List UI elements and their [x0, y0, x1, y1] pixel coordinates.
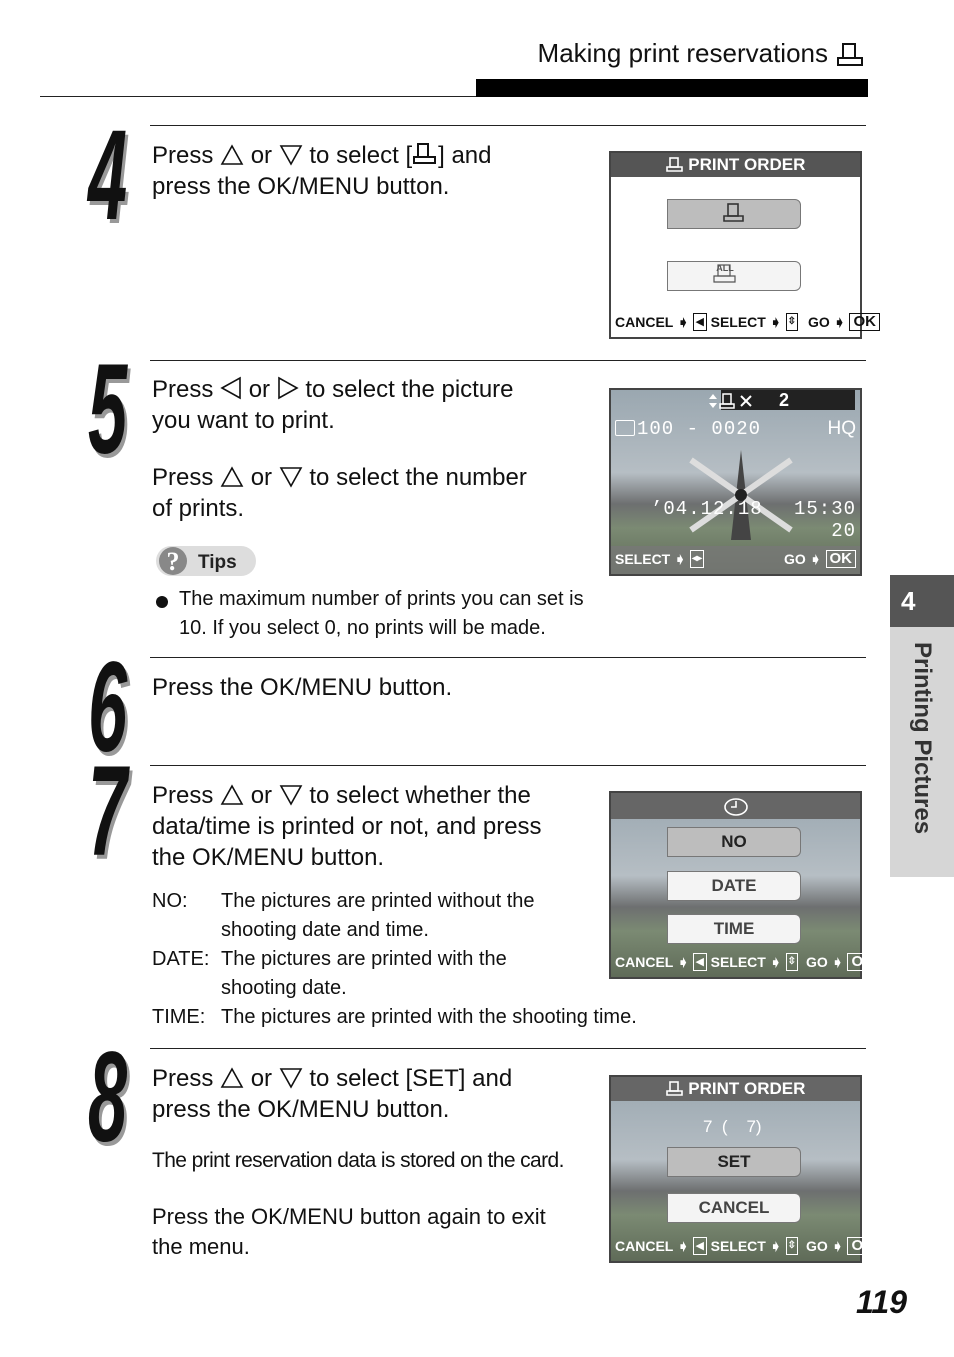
screen-title: PRINT ORDER [611, 1077, 860, 1101]
frame-number: 20 [831, 520, 856, 542]
step-rule [150, 125, 866, 126]
page-header-title: Making print reservations [537, 38, 828, 68]
step-number: 4 [88, 104, 125, 247]
screen-button-guide: SELECT ➧ ◂▸ GO ➧ OK [615, 548, 856, 570]
step-rule [150, 360, 866, 361]
down-arrow-icon [279, 144, 303, 166]
menu-option-time[interactable]: TIME [667, 914, 801, 944]
print-icon [723, 203, 745, 223]
step-number: 6 [88, 636, 125, 779]
menu-option-date[interactable]: DATE [667, 871, 801, 901]
tips-label: Tips [198, 552, 237, 573]
up-arrow-icon [220, 784, 244, 806]
step-rule [150, 1048, 866, 1049]
step-number: 7 [88, 740, 125, 883]
print-icon [836, 42, 866, 68]
memory-card-icon [615, 420, 635, 436]
down-arrow-icon [279, 466, 303, 488]
step-8-text: Press or to select [SET] and press the OK/MENU button. [152, 1065, 513, 1123]
windmill-image [671, 440, 811, 550]
print-count-icon [709, 392, 759, 410]
print-icon [412, 142, 438, 166]
left-arrow-icon [220, 376, 242, 400]
svg-text:?: ? [166, 547, 180, 576]
step-rule [150, 657, 866, 658]
image-quality: HQ [827, 418, 856, 439]
up-arrow-icon [220, 1067, 244, 1089]
date-print-screen [609, 791, 874, 979]
print-order-screen [609, 151, 876, 339]
exit-note: Press the OK/MENU button again to exit the menu. [152, 1204, 546, 1259]
step-6-text: Press the OK/MENU button. [152, 674, 453, 701]
tip-text: The maximum number of prints you can set is 10. If you select 0, no prints will be made. [179, 588, 584, 639]
menu-option-cancel[interactable]: CANCEL [667, 1193, 801, 1223]
shooting-date: ’04.12.18 [651, 498, 763, 520]
page-number: 119 [856, 1284, 908, 1320]
step-4-text: Press or to select [ ] and press the OK/MENU button. [152, 142, 492, 200]
menu-option-all-print[interactable]: ALL [667, 261, 801, 291]
step-number: 5 [88, 338, 125, 481]
menu-option-no[interactable]: NO [667, 827, 801, 857]
chapter-label: Printing Pictures [909, 642, 936, 835]
storage-note: The print reservation data is stored on the card. [152, 1149, 564, 1172]
screen-button-guide: CANCEL ➧ ◂ SELECT ➧ ⇳ GO ➧ OK [615, 1235, 856, 1257]
down-arrow-icon [279, 784, 303, 806]
down-arrow-icon [279, 1067, 303, 1089]
step-5-text: Press or to select the picture you want to print. Press or to select the number of prints. [152, 376, 527, 522]
screen-title: PRINT ORDER [611, 153, 860, 177]
file-number: 100 - 0020 [637, 418, 762, 440]
step-rule [150, 765, 866, 766]
print-order-set-screen [609, 1075, 874, 1263]
step-7-text: Press or to select whether the data/time is printed or not, and press the OK/MENU button. [152, 782, 542, 871]
tips-question-icon [157, 544, 189, 576]
screen-button-guide: CANCEL ➧ ◂ SELECT ➧ ⇳ GO ➧ OK [615, 311, 856, 333]
print-icon [666, 157, 684, 173]
menu-option-single-print[interactable] [667, 199, 801, 229]
clock-icon [723, 797, 749, 817]
print-icon [666, 1081, 684, 1097]
bullet-icon [156, 596, 168, 608]
shooting-time: 15:30 [793, 498, 856, 520]
print-count-total: 7 ( 7) [703, 1117, 762, 1136]
menu-option-set[interactable]: SET [667, 1147, 801, 1177]
up-arrow-icon [220, 466, 244, 488]
header-rule [40, 96, 476, 97]
header-bar [476, 79, 868, 97]
print-count: 2 [779, 390, 790, 410]
up-arrow-icon [220, 144, 244, 166]
chapter-number: 4 [890, 575, 954, 627]
date-option-definitions: NO: The pictures are printed without the shooting date and time. DATE: The pictures are printed with the shooting date. TIME: The pictures are printed with the shooting time. [152, 890, 637, 1028]
right-arrow-icon [277, 376, 299, 400]
step-number: 8 [88, 1026, 125, 1169]
screen-button-guide: CANCEL ➧ ◂ SELECT ➧ ⇳ GO ➧ OK [615, 951, 856, 973]
picture-select-screen [609, 388, 862, 576]
